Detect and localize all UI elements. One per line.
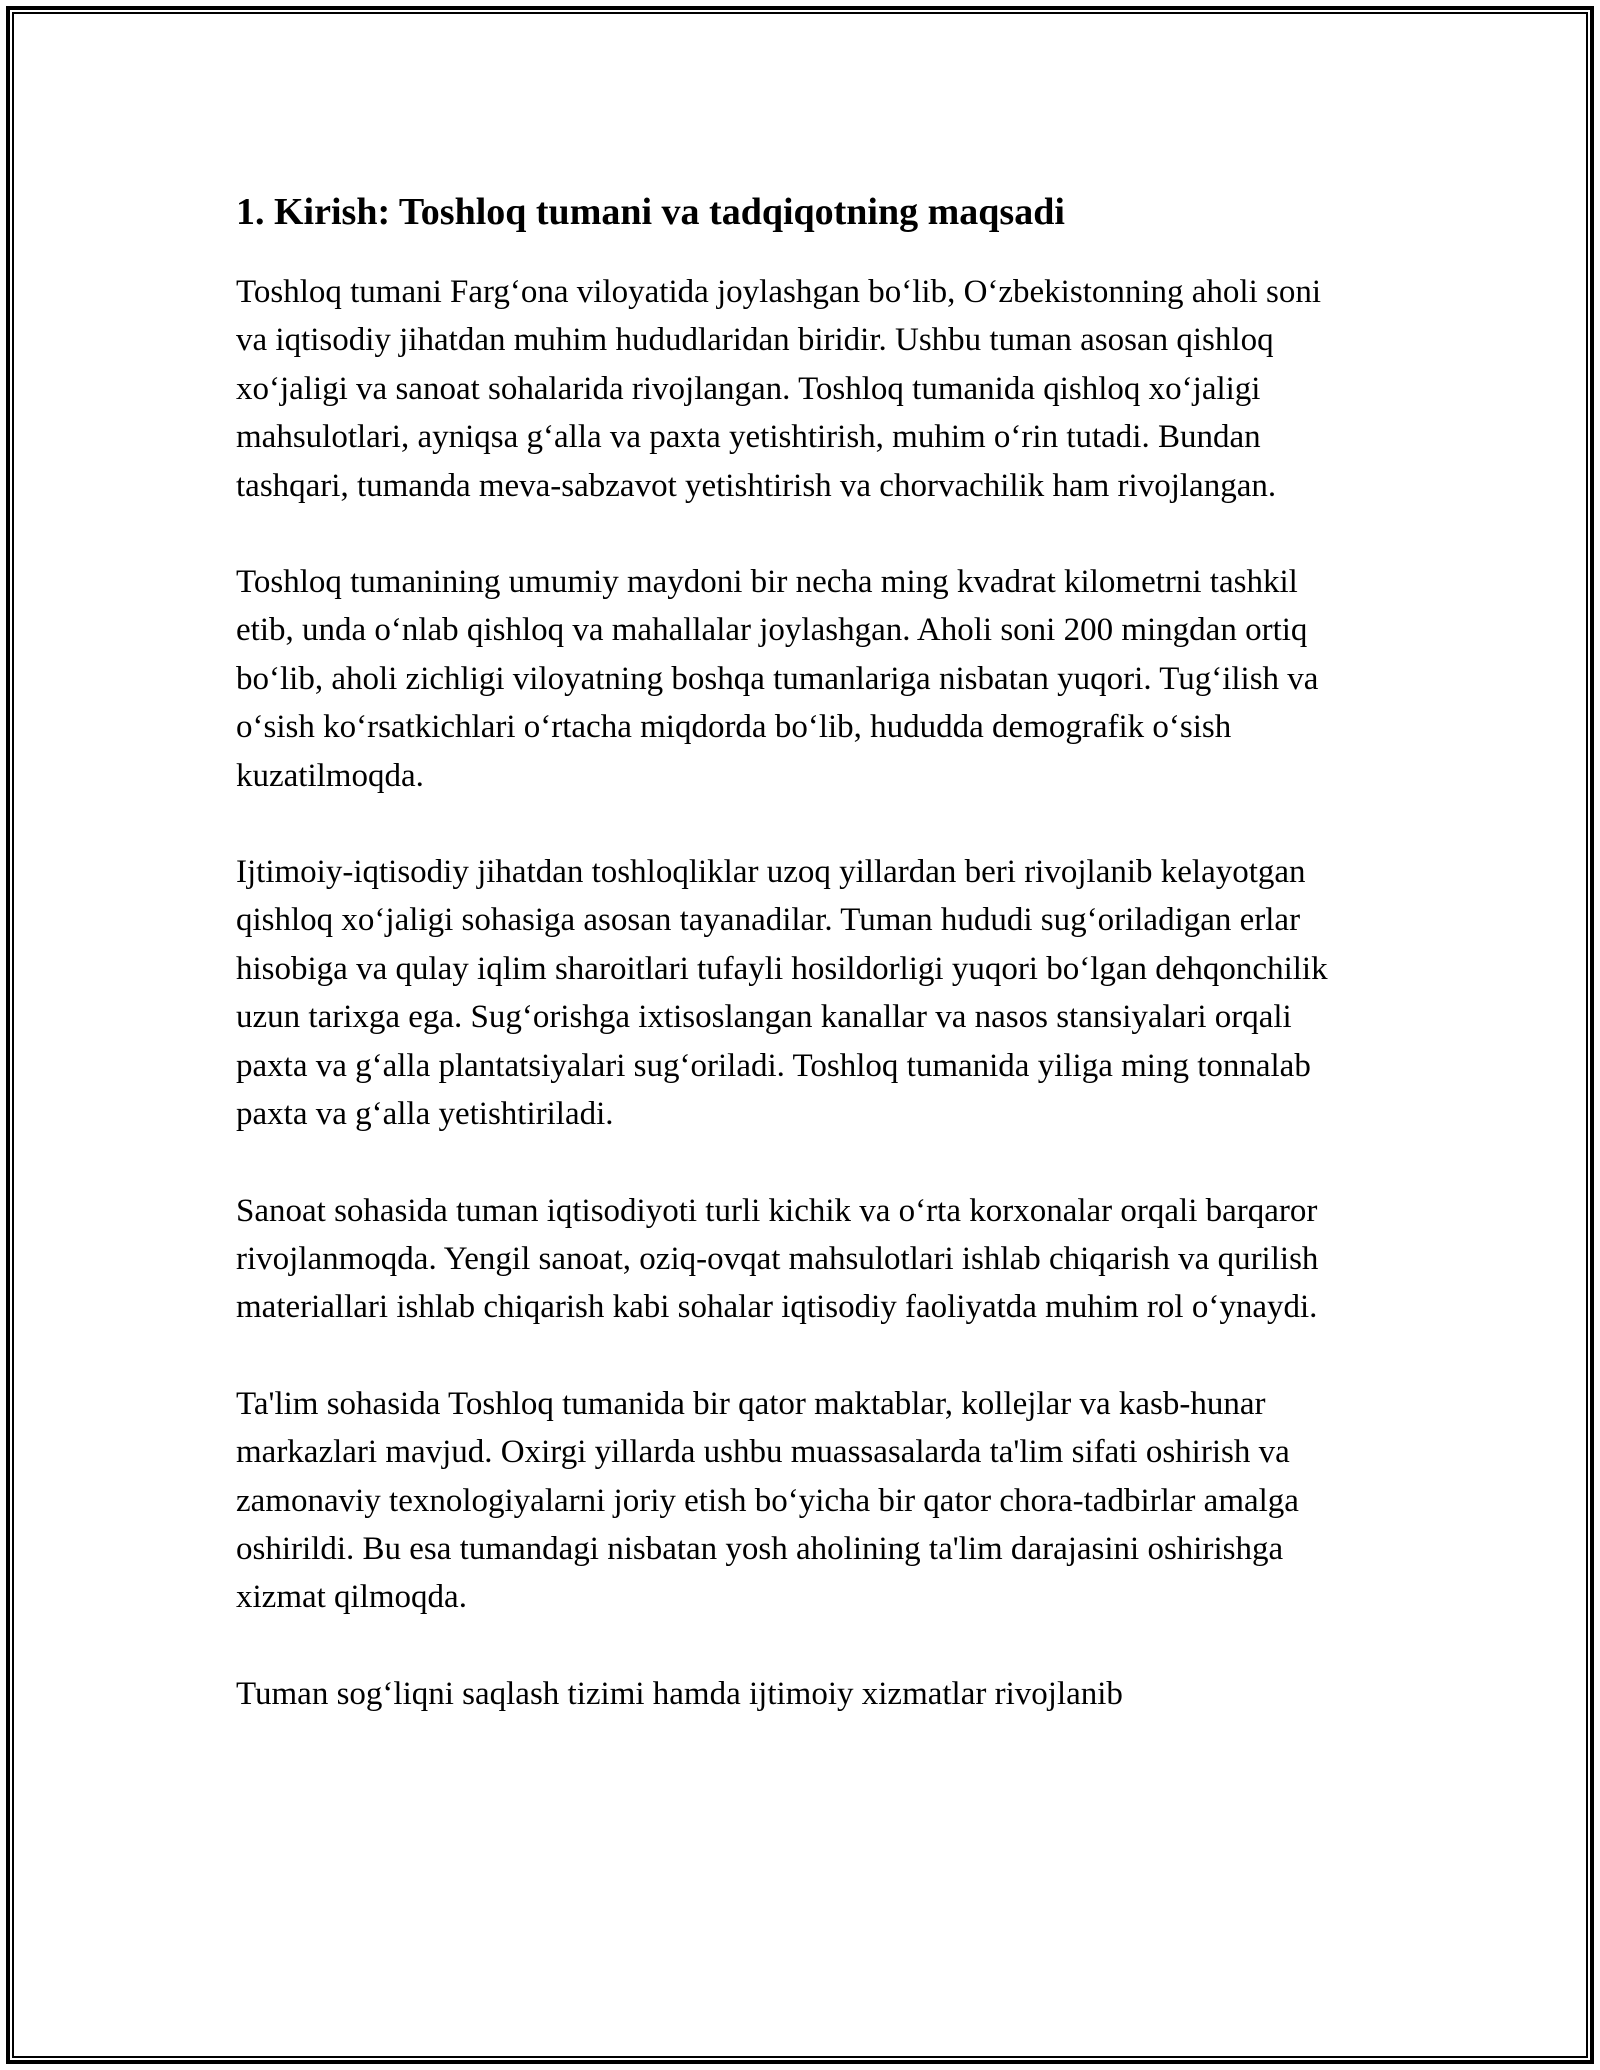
paragraph-agriculture: Ijtimoiy-iqtisodiy jihatdan toshloqliklar uzoq yillardan beri rivojlanib kelayotgan qishloq xo‘jaligi sohasiga asosan tayanadilar. Tuman hududi sug‘oriladigan erlar hisobiga va qulay iqlim sharoitlari tufayli hosildorligi yuqori bo‘lgan dehqonchilik uzun tarixga ega. Sug‘orishga ixtisoslangan kanallar va nasos stansiyalari orqali paxta va g‘alla plantatsiyalari sug‘oriladi. Toshloq tumanida yiliga ming tonnalab paxta va g‘alla yetishtiriladi. xyxy=(236,854,1328,1133)
document-page xyxy=(236,190,1356,1766)
paragraph-intro: Toshloq tumani Farg‘ona viloyatida joylashgan bo‘lib, O‘zbekistonning aholi soni va iqtisodiy jihatdan muhim hududlaridan biridir. Ushbu tuman asosan qishloq xo‘jaligi va sanoat sohalarida rivojlangan. Toshloq tumanida qishloq xo‘jaligi mahsulotlari, ayniqsa g‘alla va paxta yetishtirish, muhim o‘rin tutadi. Bundan tashqari, tumanda meva-sabzavot yetishtirish va chorvachilik ham rivojlangan. xyxy=(236,274,1322,504)
section-heading: 1. Kirish: Toshloq tumani va tadqiqotning maqsadi xyxy=(236,191,1065,233)
paragraph-education: Ta'lim sohasida Toshloq tumanida bir qator maktablar, kollejlar va kasb-hunar markazlari mavjud. Oxirgi yillarda ushbu muassasalarda ta'lim sifati oshirish va zamonaviy texnologiyalarni joriy etish bo‘yicha bir qator chora-tadbirlar amalga oshirildi. Bu esa tumandagi nisbatan yosh aholining ta'lim darajasini oshirishga xizmat qilmoqda. xyxy=(236,1385,1299,1616)
paragraph-industry: Sanoat sohasida tuman iqtisodiyoti turli kichik va o‘rta korxonalar orqali barqaror rivojlanmoqda. Yengil sanoat, oziq-ovqat mahsulotlari ishlab chiqarish va qurilish materiallari ishlab chiqarish kabi sohalar iqtisodiy faoliyatda muhim rol o‘ynaydi. xyxy=(236,1192,1319,1326)
paragraph-healthcare: Tuman sog‘liqni saqlash tizimi hamda ijtimoiy xizmatlar rivojlanib xyxy=(236,1675,1123,1712)
paragraph-population: Toshloq tumanining umumiy maydoni bir necha ming kvadrat kilometrni tashkil etib, unda o‘nlab qishloq va mahallalar joylashgan. Aholi soni 200 mingdan ortiq bo‘lib, aholi zichligi viloyatning boshqa tumanlariga nisbatan yuqori. Tug‘ilish va o‘sish ko‘rsatkichlari o‘rtacha miqdorda bo‘lib, hududda demografik o‘sish kuzatilmoqda. xyxy=(236,564,1319,794)
